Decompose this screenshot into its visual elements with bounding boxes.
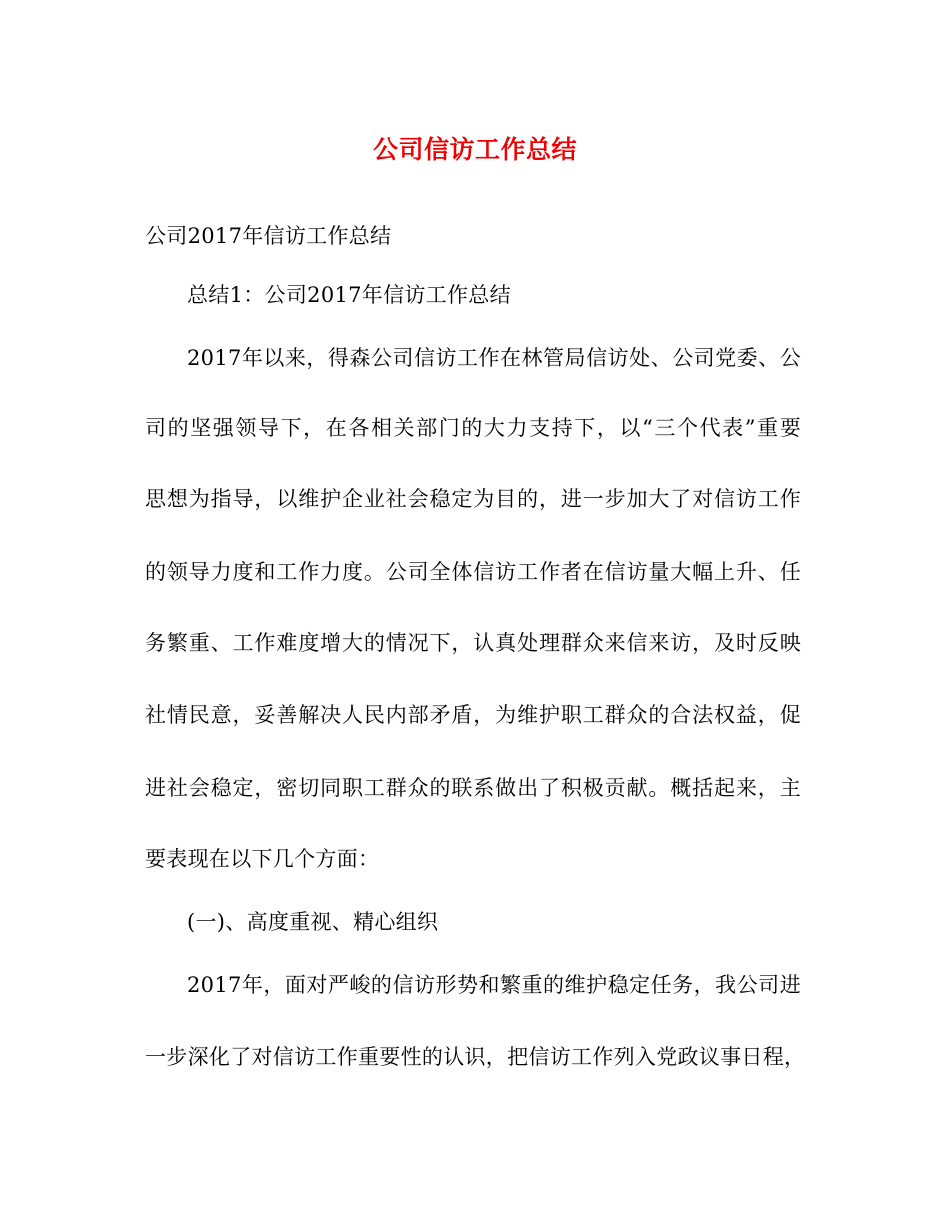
paragraph-line: 务繁重、工作难度增大的情况下，认真处理群众来信来访，及时反映	[145, 631, 801, 655]
paragraph-line: 一步深化了对信访工作重要性的认识，把信访工作列入党政议事日程，	[145, 1045, 806, 1069]
paragraph-line: 的领导力度和工作力度。公司全体信访工作者在信访量大幅上升、任	[145, 560, 801, 584]
section-heading: (一)、高度重视、精心组织	[187, 910, 439, 934]
summary-heading: 总结1：公司2017年信访工作总结	[187, 283, 511, 307]
paragraph-line: 社情民意，妥善解决人民内部矛盾，为维护职工群众的合法权益，促	[145, 703, 801, 727]
document-subtitle: 公司2017年信访工作总结	[145, 224, 392, 248]
paragraph-line: 进社会稳定，密切同职工群众的联系做出了积极贡献。概括起来，主	[145, 776, 801, 800]
paragraph-line: 思想为指导，以维护企业社会稳定为目的，进一步加大了对信访工作	[145, 487, 801, 511]
paragraph-line: 2017年以来，得森公司信访工作在林管局信访处、公司党委、公	[187, 346, 801, 370]
paragraph-line: 司的坚强领导下，在各相关部门的大力支持下，以“三个代表”重要	[145, 416, 801, 440]
paragraph-line: 2017年，面对严峻的信访形势和繁重的维护稳定任务，我公司进	[187, 973, 801, 997]
document-title: 公司信访工作总结	[372, 135, 577, 164]
paragraph-line: 要表现在以下几个方面：	[145, 847, 380, 871]
